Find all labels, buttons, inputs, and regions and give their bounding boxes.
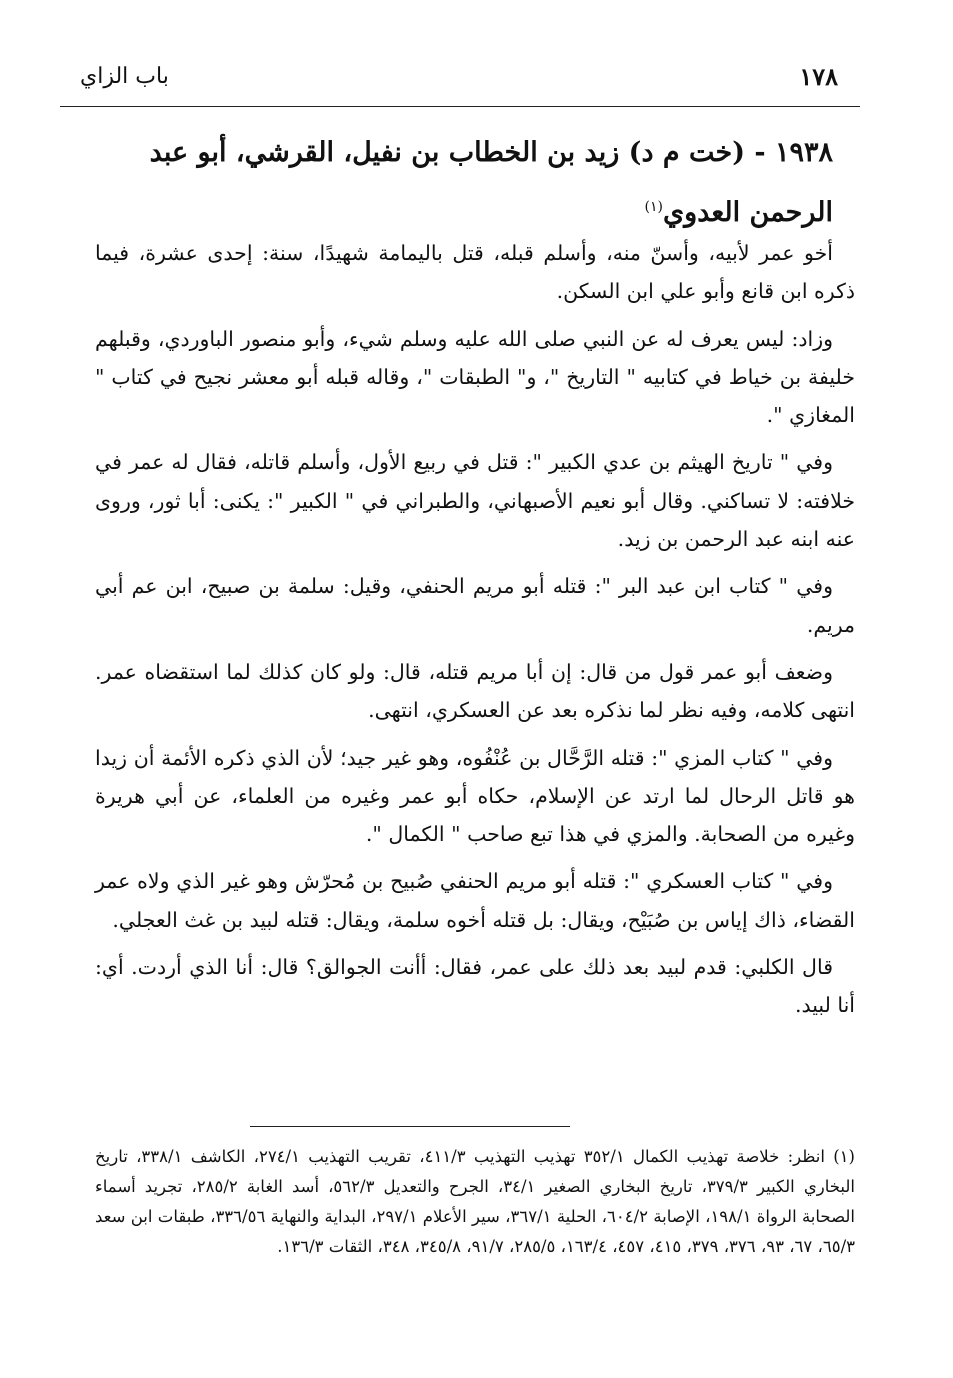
running-title: باب الزاي — [80, 64, 169, 89]
page-header — [60, 50, 860, 107]
paragraph-2: وزاد: ليس يعرف له عن النبي صلى الله عليه وسلم شيء، وأبو منصور الباوردي، وقبلهم خليفة بن خياط في كتابيه " التاريخ "، و" الطبقات "، وقاله قبله أبو معشر نجيح في كتاب " المغازي ". — [95, 326, 855, 428]
footnote: (١) انظر: خلاصة تهذيب الكمال ٣٥٢/١ تهذيب التهذيب ٤١١/٣، تقريب التهذيب ٢٧٤/١، الكاشف ٣٣٨/١، تاريخ البخاري الكبير ٣٧٩/٣، تاريخ البخاري الصغير ٣٤/١، الجرح والتعديل ٥٦٢/٣، أسد الغابة ٢٨٥/٢، تجريد أسماء الصحابة الرواة ١٩٨/١، الإصابة ٦٠٤/٢، الحلية ٣٦٧/١، سير الأعلام ٢٩٧/١، البداية والنهاية ٣٣٦/٥٦، طبقات ابن سعد ٦٥/٣، ٦٧، ٩٣، ٣٧٦، ٣٧٩، ٤١٥، ٤٥٧، ١٦٣/٤، ٢٨٥/٥، ٩١/٧، ٣٤٥/٨، ٣٤٨، الثقات ١٣٦/٣. — [95, 1147, 856, 1256]
page-number: ١٧٨ — [799, 62, 838, 91]
paragraph-8: قال الكلبي: قدم لبيد بعد ذلك على عمر، فقال: أأنت الجوالق؟ قال: أنا الذي أردت. أي: أنا لبيد. — [95, 955, 855, 1018]
footnote-divider — [250, 1126, 570, 1127]
paragraph-6: وفي " كتاب المزي ": قتله الرَّحَّال بن عُنْفُوه، وهو غير جيد؛ لأن الذي ذكره الأئمة أن زيدا هو قاتل الرحال لما ارتد عن الإسلام، حكاه أبو عمر وغيره من العلماء، عن أبي هريرة وغيره من الصحابة. والمزي في هذا تبع صاحب " الكمال ". — [95, 745, 855, 847]
paragraph-7: وفي " كتاب العسكري ": قتله أبو مريم الحنفي صُبيح بن مُحرّش وهو غير الذي ولاه عمر القضاء، ذاك إياس بن صُبَيْح، ويقال: بل قتله أخوه سلمة، ويقال: قتله لبيد بن غث العجلي. — [95, 869, 855, 932]
entry-heading-text: ١٩٣٨ - (خت م د) زيد بن الخطاب بن نفيل، القرشي، أبو عبد الرحمن العدوي — [149, 137, 833, 228]
paragraph-5: وضعف أبو عمر قول من قال: إن أبا مريم قتله، قال: ولو كان كذلك لما استقضاه عمر. انتهى كلامه، وفيه نظر لما نذكره بعد عن العسكري، انتهى. — [95, 659, 855, 723]
body-text — [95, 234, 855, 1034]
footnote-marker: (١) — [644, 199, 664, 215]
entry-heading — [95, 126, 833, 240]
paragraph-4: وفي " كتاب ابن عبد البر ": قتله أبو مريم الحنفي، وقيل: سلمة بن صبيح، ابن عم أبي مريم. — [95, 574, 855, 637]
paragraph-1: أخو عمر لأبيه، وأسنّ منه، وأسلم قبله، قتل باليمامة شهيدًا، سنة: إحدى عشرة، فيما ذكره ابن قانع وأبو علي ابن السكن. — [95, 241, 855, 304]
paragraph-3: وفي " تاريخ الهيثم بن عدي الكبير ": قتل في ربيع الأول، وأسلم قاتله، فقال له عمر في خلافته: لا تساكني. وقال أبو نعيم الأصبهاني، والطبراني في " الكبير ": يكنى: أبا ثور، وروى عنه ابنه عبد الرحمن بن زيد. — [95, 450, 855, 552]
